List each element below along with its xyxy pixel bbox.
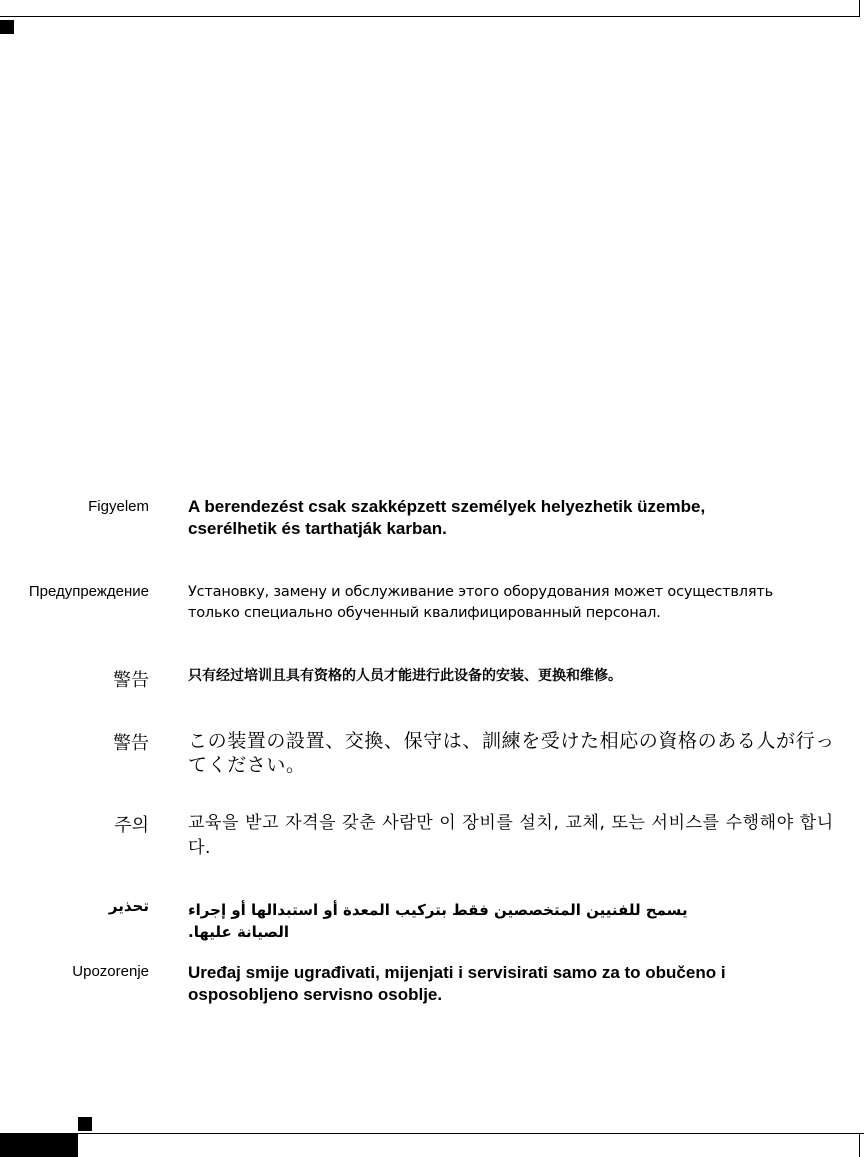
footer-corner-block <box>78 1117 92 1131</box>
header-rule <box>0 16 859 17</box>
footer-rule <box>78 1133 864 1134</box>
warning-label: 警告 <box>113 733 149 754</box>
footer-corner-tick <box>859 1133 860 1157</box>
warning-label: 주의 <box>114 815 149 836</box>
header-corner-block <box>0 20 14 34</box>
header-corner-tick <box>859 0 860 17</box>
warning-label: Upozorenje <box>72 963 149 980</box>
warning-text: يسمح للفنيين المتخصصين فقط بتركيب المعدة أو استبدالها أو إجراء الصيانة عليها. <box>188 901 688 941</box>
warning-text: この装置の設置、交換、保守は、訓練を受けた相応の資格のある人が行ってください。 <box>188 730 835 776</box>
warning-label: تحذير <box>108 897 149 915</box>
footer-page-tab <box>0 1133 78 1157</box>
warning-text: 只有经过培训且具有资格的人员才能进行此设备的安装、更换和维修。 <box>188 668 622 684</box>
warning-text: Uređaj smije ugrađivati, mijenjati i servisirati samo za to obučeno i osposobljeno servisno osoblje. <box>188 963 726 1004</box>
warning-label: Figyelem <box>88 498 149 515</box>
warning-text: Установку, замену и обслуживание этого оборудования может осуществлять только специально обученный квалифицированный персонал. <box>188 584 773 621</box>
warning-text: 교육을 받고 자격을 갖춘 사람만 이 장비를 설치, 교체, 또는 서비스를 수행해야 합니다. <box>188 813 834 858</box>
warning-label: 警告 <box>113 670 149 691</box>
warning-label: Предупреждение <box>28 583 149 600</box>
warning-text: A berendezést csak szakképzett személyek helyezhetik üzembe, cserélhetik és tarthatják karban. <box>188 497 706 538</box>
